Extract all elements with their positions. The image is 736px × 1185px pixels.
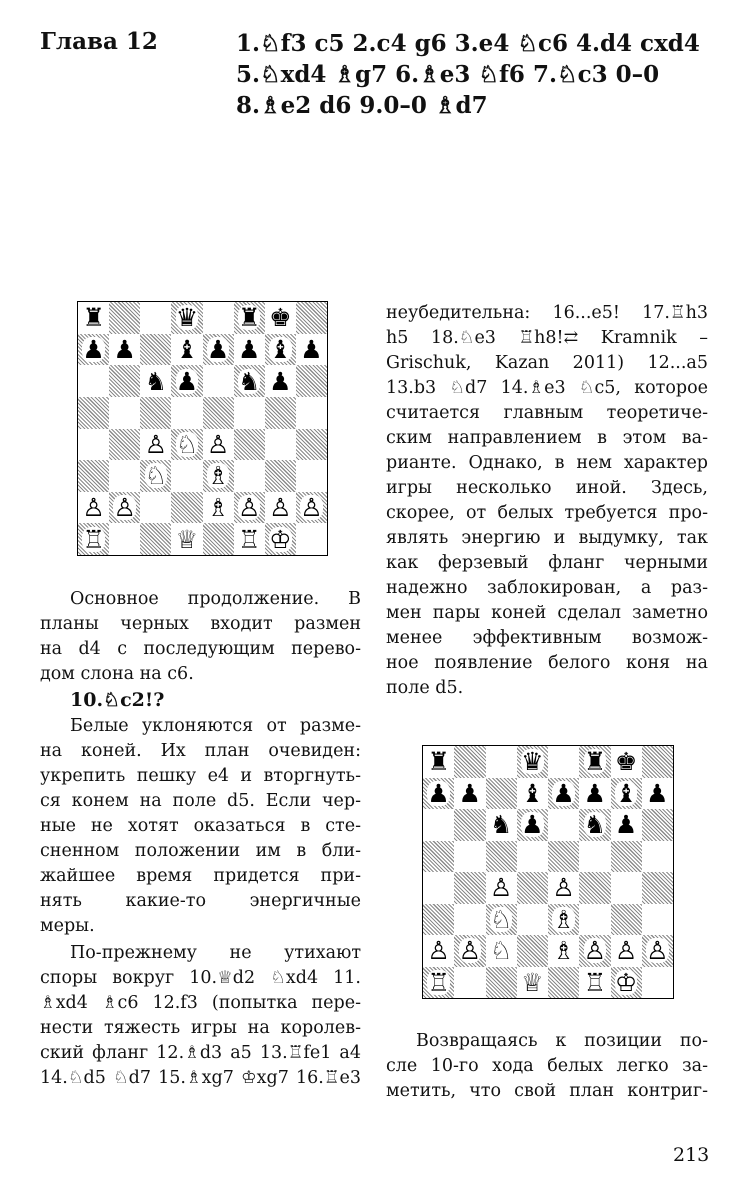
board-square [78,429,109,461]
black-knight-icon: ♞ [237,366,261,396]
board-square [579,841,610,873]
move-heading: 10.♘c2!? [70,689,165,711]
board-square [611,935,642,967]
board-square [486,872,517,904]
board-square [454,872,485,904]
white-pawn-icon: ♙ [144,429,168,459]
board-square [642,778,673,810]
board-square [486,967,517,999]
white-pawn-icon: ♙ [583,936,607,966]
board-square [234,429,265,461]
black-pawn-icon: ♟ [237,334,261,364]
text-line: Основное продолжение. В [70,589,361,609]
black-queen-icon: ♛ [521,747,544,777]
board-square [109,492,140,524]
white-pawn-icon: ♙ [614,936,638,966]
board-square [579,778,610,810]
board-square [140,397,171,429]
board-square [296,492,327,524]
board-square [203,365,234,397]
text-line: поле d5. [386,678,464,698]
board-square [517,967,548,999]
text-line: Grischuk, Kazan 2011) 12...a5 [386,353,708,373]
text-line: игры несколько иной. Здесь, [386,478,708,498]
white-rook-icon: ♖ [237,524,261,554]
white-pawn-icon: ♙ [269,493,292,523]
black-pawn-icon: ♟ [427,778,450,808]
text-line: планы черных входит размен [40,614,361,634]
white-bishop-icon: ♗ [206,461,230,491]
black-rook-icon: ♜ [427,747,450,777]
board-square [517,872,548,904]
board-square [140,460,171,492]
text-line: неубедительна: 16...e5! 17.♖h3 [386,303,708,323]
opening-moves [236,28,716,121]
text-line: сненном положении им в бли- [40,841,361,861]
text-line: ский фланг 12.♗d3 a5 13.♖fe1 a4 [40,1043,361,1063]
text-line: меры. [40,916,95,936]
board-square [296,460,327,492]
board-square [486,778,517,810]
black-rook-icon: ♜ [237,303,261,333]
board-square [296,334,327,366]
board-square [611,746,642,778]
text-line: нести тяжесть игры на королев- [40,1018,361,1038]
board-square [454,809,485,841]
board-square [78,523,109,555]
board-square [548,841,579,873]
white-bishop-icon: ♗ [552,936,575,966]
text-line: ♗xd4 ♗c6 12.f3 (попытка пере- [40,993,361,1013]
text-line: рианте. Однако, в нем характер [386,453,708,473]
board-square [296,302,327,334]
board-square [234,492,265,524]
text-line: считается главным теоретиче- [386,403,708,423]
board-square [296,523,327,555]
text-line: ное появление белого коня на [386,653,708,673]
board-square [265,429,296,461]
black-pawn-icon: ♟ [458,778,482,808]
black-knight-icon: ♞ [583,810,607,840]
black-pawn-icon: ♟ [206,334,230,364]
board-square [548,746,579,778]
black-pawn-icon: ♟ [646,778,669,808]
board-square [454,746,485,778]
text-line: 13.b3 ♘d7 14.♗e3 ♘c5, которое [386,378,708,398]
board-square [548,904,579,936]
right-column-bottom [386,1029,708,1104]
board-square [265,302,296,334]
board-square [642,904,673,936]
board-square [265,523,296,555]
board-square [486,841,517,873]
text-line: на коней. Их план очевиден: [40,741,361,761]
text-line: на d4 с последующим перево- [40,639,361,659]
board-square [203,429,234,461]
board-square [548,872,579,904]
text-line: Возвращаясь к позиции по- [416,1031,708,1051]
board-square [454,904,485,936]
moves-line: 1.♘f3 c5 2.c4 g6 3.e4 ♘c6 4.d4 cxd4 [236,30,700,57]
left-column [40,587,361,1091]
black-bishop-icon: ♝ [175,334,199,364]
board-square [140,492,171,524]
chess-diagram-2 [422,745,674,999]
board-square [611,872,642,904]
board-square [78,492,109,524]
board-square [486,809,517,841]
board-square [423,809,454,841]
white-knight-icon: ♘ [175,429,199,459]
board-square [579,809,610,841]
black-pawn-icon: ♟ [552,778,575,808]
board-square [234,365,265,397]
board-square [517,841,548,873]
board-square [423,904,454,936]
black-pawn-icon: ♟ [614,810,638,840]
board-square [171,460,202,492]
board-square [423,841,454,873]
white-rook-icon: ♖ [427,967,450,997]
board-square [109,523,140,555]
white-bishop-icon: ♗ [552,904,575,934]
board-square [423,872,454,904]
chapter-title: Глава 12 [40,28,158,55]
board-square [548,967,579,999]
board-square [109,365,140,397]
text-line: укрепить пешку e4 и вторгнуть- [40,766,361,786]
black-pawn-icon: ♟ [269,366,292,396]
board-square [171,397,202,429]
board-square [140,365,171,397]
text-line: ные не хотят оказаться в сте- [40,816,361,836]
white-pawn-icon: ♙ [82,493,105,523]
black-king-icon: ♚ [614,747,638,777]
black-rook-icon: ♜ [82,303,105,333]
board-square [171,302,202,334]
board-square [140,523,171,555]
board-square [296,365,327,397]
board-square [423,746,454,778]
board-square [203,492,234,524]
board-square [548,809,579,841]
black-queen-icon: ♛ [175,303,199,333]
board-square [203,397,234,429]
moves-line: 8.♗e2 d6 9.0–0 ♗d7 [236,92,488,119]
white-queen-icon: ♕ [521,967,544,997]
text-line: ским направлением в этом ва- [386,428,708,448]
board-square [296,397,327,429]
white-pawn-icon: ♙ [458,936,482,966]
board-square [265,460,296,492]
white-knight-icon: ♘ [144,461,168,491]
text-line: менее эффективным возмож- [386,628,708,648]
white-bishop-icon: ♗ [206,493,230,523]
board-square [454,841,485,873]
board-square [611,967,642,999]
white-pawn-icon: ♙ [113,493,136,523]
board-square [611,841,642,873]
board-square [171,429,202,461]
board-square [265,397,296,429]
board-square [234,334,265,366]
white-pawn-icon: ♙ [489,873,513,903]
board-square [234,397,265,429]
text-line: h5 18.♘e3 ♖h8!⇄ Kramnik – [386,328,708,348]
board-square [579,967,610,999]
text-line: как ферзевый фланг черными [386,553,708,573]
white-pawn-icon: ♙ [646,936,669,966]
text-line: ся конем на поле d5. Если чер- [40,791,361,811]
board-square [517,778,548,810]
board-square [203,334,234,366]
text-line: 14.♘d5 ♘d7 15.♗xg7 ♔xg7 16.♖e3 [40,1068,361,1088]
moves-line: 5.♘xd4 ♗g7 6.♗e3 ♘f6 7.♘c3 0–0 [236,61,660,88]
black-pawn-icon: ♟ [175,366,199,396]
board-square [517,935,548,967]
board-square [203,460,234,492]
white-rook-icon: ♖ [82,524,105,554]
board-square [109,460,140,492]
board-square [486,746,517,778]
white-king-icon: ♔ [269,524,292,554]
white-pawn-icon: ♙ [300,493,323,523]
black-bishop-icon: ♝ [614,778,638,808]
board-square [234,523,265,555]
right-column [386,301,708,701]
black-knight-icon: ♞ [144,366,168,396]
text-line: По-прежнему не утихают [70,943,361,963]
board-square [140,334,171,366]
text-line: метить, что свой план контриг- [386,1081,708,1101]
board-square [171,523,202,555]
board-square [78,460,109,492]
board-square [642,872,673,904]
paragraph-dispute [40,941,361,1091]
board-square [454,967,485,999]
paragraph-plan [40,714,361,939]
paragraph-main-line [40,587,361,687]
board-square [579,746,610,778]
board-square [78,365,109,397]
board-square [548,778,579,810]
board-square [265,365,296,397]
text-line: споры вокруг 10.♕d2 ♘xd4 11. [40,968,361,988]
board-square [140,429,171,461]
white-knight-icon: ♘ [489,904,513,934]
black-pawn-icon: ♟ [300,334,323,364]
chess-diagram-1 [77,301,328,556]
board-square [265,492,296,524]
black-knight-icon: ♞ [489,810,513,840]
text-line: нять какие-то энергичные [40,891,361,911]
text-line: мен пары коней сделал заметно [386,603,708,623]
board-square [454,935,485,967]
board-square [296,429,327,461]
board-square [140,302,171,334]
board-square [423,935,454,967]
board-square [203,523,234,555]
board-square [579,935,610,967]
board-square [423,967,454,999]
page-number: 213 [673,1144,710,1166]
board-square [78,397,109,429]
white-king-icon: ♔ [614,967,638,997]
white-queen-icon: ♕ [175,524,199,554]
board-square [642,841,673,873]
black-bishop-icon: ♝ [521,778,544,808]
board-square [611,809,642,841]
white-pawn-icon: ♙ [206,429,230,459]
black-king-icon: ♚ [269,303,292,333]
board-square [486,904,517,936]
board-square [234,460,265,492]
text-line: скорее, от белых требуется про- [386,503,708,523]
black-pawn-icon: ♟ [583,778,607,808]
board-square [454,778,485,810]
black-bishop-icon: ♝ [269,334,292,364]
board-square [234,302,265,334]
board-square [78,334,109,366]
white-pawn-icon: ♙ [427,936,450,966]
text-line: дом слона на c6. [40,664,194,684]
board-square [486,935,517,967]
white-knight-icon: ♘ [489,936,513,966]
board-square [642,935,673,967]
text-line: надежно заблокирован, а раз- [386,578,708,598]
text-line: являть энергию и выдумку, так [386,528,708,548]
text-line: сле 10-го хода белых легко за- [386,1056,708,1076]
board-square [171,334,202,366]
board-square [579,872,610,904]
board-square [78,302,109,334]
white-pawn-icon: ♙ [552,873,575,903]
board-square [611,904,642,936]
board-square [203,302,234,334]
board-square [423,778,454,810]
board-square [517,904,548,936]
board-square [171,492,202,524]
board-square [109,302,140,334]
black-pawn-icon: ♟ [521,810,544,840]
board-square [642,746,673,778]
black-pawn-icon: ♟ [113,334,136,364]
board-square [642,809,673,841]
text-line: Белые уклоняются от разме- [70,716,361,736]
board-square [265,334,296,366]
board-square [548,935,579,967]
text-line: жайшее время придется при- [40,866,361,886]
white-pawn-icon: ♙ [237,493,261,523]
board-square [109,334,140,366]
board-square [109,429,140,461]
board-square [642,967,673,999]
board-square [517,809,548,841]
board-square [517,746,548,778]
board-square [611,778,642,810]
black-rook-icon: ♜ [583,747,607,777]
board-square [171,365,202,397]
board-square [579,904,610,936]
white-rook-icon: ♖ [583,967,607,997]
black-pawn-icon: ♟ [82,334,105,364]
board-square [109,397,140,429]
